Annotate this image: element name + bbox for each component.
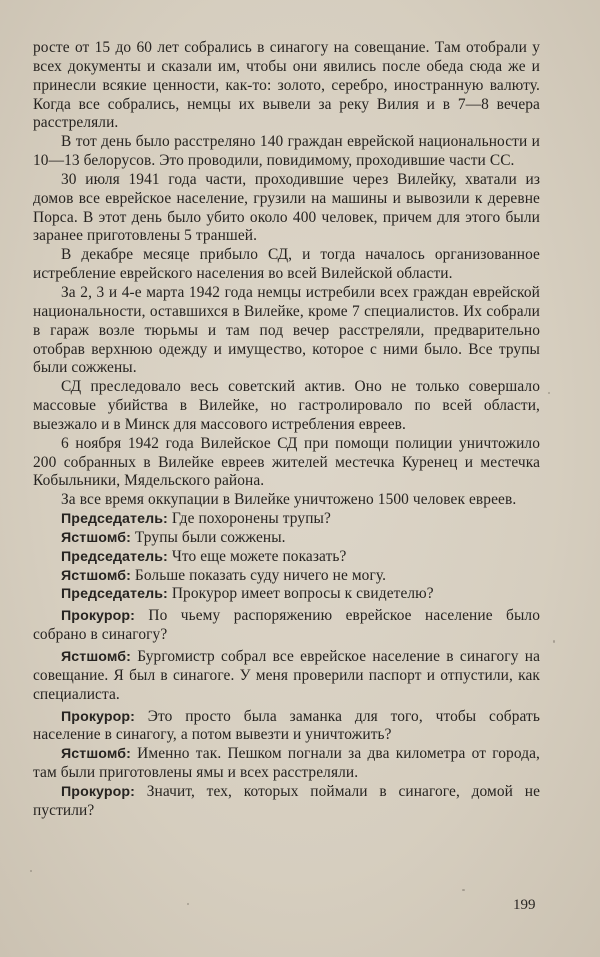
paragraph: В тот день было расстреляно 140 граждан еврейской национальности и 10—13 белорусов. Это проводили, повидимому, проходившие части СС.	[33, 133, 540, 170]
dialogue-text: Прокурор имеет вопросы к свидетелю?	[171, 585, 434, 603]
speaker-label: Председатель:	[61, 586, 168, 603]
dialogue-line	[33, 510, 540, 529]
speaker-label: Ястшомб:	[61, 746, 131, 763]
dialogue-text: Что еще можете показать?	[171, 547, 347, 565]
dialogue-text: Значит, тех, которых поймали в синагоге, домой не пустили?	[33, 782, 540, 819]
speaker-label: Прокурор:	[61, 783, 135, 800]
dialogue-line	[33, 585, 540, 604]
dialogue-line	[33, 529, 540, 548]
speaker-label: Председатель:	[61, 548, 168, 565]
paper-speck	[553, 640, 555, 643]
paper-speck	[548, 392, 550, 394]
speaker-label: Прокурор:	[61, 708, 135, 725]
dialogue-text: Это просто была заманка для того, чтобы собрать население в синагогу, а потом вывезти и уничтожить?	[33, 707, 540, 744]
dialogue-text: Больше показать суду ничего не могу.	[134, 566, 387, 584]
paragraph: СД преследовало весь советский актив. Оно не только совершало массовые убийства в Вилейке, но гастролировало по всей области, выезжало и в Минск для массового истребления евреев.	[33, 378, 540, 433]
speaker-label: Ястшомб:	[61, 529, 131, 546]
dialogue-line	[33, 708, 540, 746]
dialogue-text: Бургомистр собрал все еврейское население в синагогу на совещание. Я был в синагоге. У меня проверили паспорт и отпустили, как специалиста.	[33, 648, 541, 703]
paragraph: За все время оккупации в Вилейке уничтожено 1500 человек евреев.	[61, 491, 517, 509]
dialogue-text: По чьему распоряжению еврейское население было собрано в синагогу?	[33, 607, 540, 644]
dialogue-line	[33, 548, 540, 567]
dialogue-line	[33, 607, 540, 645]
dialogue-text: Трупы были сожжены.	[134, 528, 286, 546]
page-number: 199	[513, 897, 536, 913]
paragraph: За 2, 3 и 4-е марта 1942 года немцы истребили всех граждан еврейской национальности, оставшихся в Вилейке, кроме 7 специалистов. Их собрали в гараж возле тюрьмы и там под вечер расстреляли, предварительно отобрав верхнюю одежду и имущество, которое с ними было. Все трупы были сожжены.	[33, 283, 540, 377]
dialogue-text: Именно так. Пешком погнали за два километра от города, там были приготовлены ямы и всех расстреляли.	[33, 745, 540, 782]
paper-speck	[462, 889, 465, 891]
speaker-label: Председатель:	[61, 511, 168, 528]
dialogue-text: Где похоронены трупы?	[171, 510, 331, 528]
dialogue-line	[33, 567, 540, 586]
speaker-label: Прокурор:	[61, 608, 135, 625]
paragraph: росте от 15 до 60 лет собрались в синагогу на совещание. Там отобрали у всех документы и сказали им, чтобы они явились после обеда сюда же и принесли всякие ценности, как-то: золото, серебро, иностранную валюту. Когда все собрались, немцы их вывели за реку Вилия и в 7—8 вечера расстреляли.	[33, 39, 540, 132]
paragraph: В декабре месяце прибыло СД, и тогда началось организованное истребление еврейского населения во всей Вилейской области.	[33, 246, 540, 283]
paper-speck	[30, 870, 32, 872]
speaker-label: Ястшомб:	[61, 649, 131, 665]
dialogue-line	[33, 783, 540, 821]
paper-speck	[187, 903, 189, 905]
paragraph: 30 июля 1941 года части, проходившие через Вилейку, хватали из домов все еврейское население, грузили на машины и вывозили к деревне Порса. В этот день было убито около 400 человек, причем для этого были заранее приготовлены 5 траншей.	[33, 170, 540, 245]
dialogue-line	[33, 745, 540, 783]
dialogue-line	[33, 648, 540, 705]
speaker-label: Ястшомб:	[61, 567, 131, 584]
page-text	[33, 39, 540, 821]
paragraph: 6 ноября 1942 года Вилейское СД при помощи полиции уничтожило 200 собранных в Вилейке евреев жителей местечка Куренец и местечка Кобыльники, Мядельского района.	[33, 434, 540, 490]
